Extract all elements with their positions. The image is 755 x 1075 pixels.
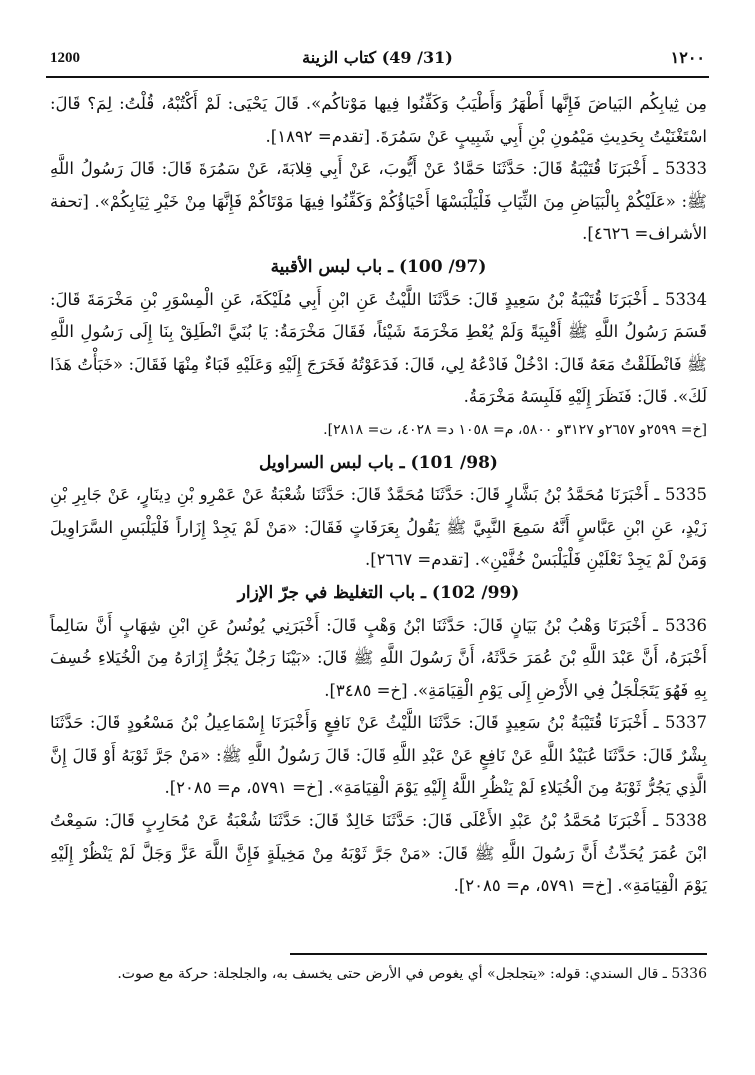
hadith-5333: 5333 ـ أَخْبَرَنَا قُتَيْبَةُ قَالَ: حَدَّثَنَا حَمَّادٌ عَنْ أَيُّوبَ، عَنْ أَبِي قِلابَةَ، عَنْ سَمُرَةَ قَالَ: قَالَ رَسُولُ اللَّهِ ﷺ: «عَلَيْكُمْ بِالْبَيَاضِ مِنَ الثِّيَابِ فَلْيَلْبَسْهَا أَحْيَاؤُكُمْ وَكَفِّنُوا فِيهَا مَوْتَاكُمْ فَإِنَّهَا مِنْ خَيْرِ ثِيَابِكُمْ». [تحفة الأشراف= ٤٦٢٦]. bbox=[50, 159, 707, 244]
running-header bbox=[46, 38, 709, 78]
page-number-latin: 1200 bbox=[50, 50, 80, 66]
hadith-5338: 5338 ـ أَخْبَرَنَا مُحَمَّدُ بْنُ عَبْدِ الأَعْلَى قَالَ: حَدَّثَنَا خَالِدٌ قَالَ: حَدَّثَنَا شُعْبَةُ عَنْ مُحَارِبٍ قَالَ: سَمِعْتُ ابْنَ عُمَرَ يُحَدِّثُ أَنَّ رَسُولَ اللَّهِ ﷺ قَالَ: «مَنْ جَرَّ ثَوْبَهُ مِنْ مَخِيلَةٍ فَإِنَّ اللَّهَ عَزَّ وَجَلَّ لَمْ يَنْظُرْ إِلَيْهِ يَوْمَ الْقِيَامَةِ». [خ= ٥٧٩١، م= ٢٠٨٥]. bbox=[50, 811, 707, 896]
header-rule bbox=[46, 76, 709, 78]
page-number-arabic: ١٢٠٠ bbox=[670, 48, 705, 67]
hadith-5334: 5334 ـ أَخْبَرَنَا قُتَيْبَةُ بْنُ سَعِيدٍ قَالَ: حَدَّثَنَا اللَّيْثُ عَنِ ابْنِ أَبِي مُلَيْكَةَ، عَنِ الْمِسْوَرِ بْنِ مَخْرَمَةَ قَالَ: قَسَمَ رَسُولُ اللَّهِ ﷺ أَقْبِيَةً وَلَمْ يُعْطِ مَخْرَمَةَ شَيْئاً، فَقَالَ مَخْرَمَةُ: يَا بُنَيَّ انْطَلِقْ بِنَا إِلَى رَسُولِ اللَّهِ ﷺ فَانْطَلَقْتُ مَعَهُ قَالَ: ادْخُلْ فَادْعُهُ لِي، قَالَ: فَدَعَوْتُهُ فَخَرَجَ إِلَيْهِ وَعَلَيْهِ قَبَاءٌ مِنْهَا فَقَالَ: «خَبَأْتُ هَذَا لَكَ». قَالَ: فَنَظَرَ إِلَيْهِ فَلَبِسَهُ مَخْرَمَةُ. bbox=[50, 289, 707, 407]
section-title-izar: (99/ 102) ـ باب التغليظ في جرّ الإزار bbox=[237, 582, 520, 603]
chapter-title: (31/ 49) كتاب الزينة bbox=[302, 48, 453, 67]
hadith-5334-references: [خ= ٢٥٩٩و ٢٦٥٧و ٣١٢٧و ٥٨٠٠، م= ١٠٥٨ د= ٤٠٢٨، ت= ٢٨١٨]. bbox=[323, 421, 707, 438]
hadith-5337: 5337 ـ أَخْبَرَنَا قُتَيْبَةُ بْنُ سَعِيدٍ قَالَ: حَدَّثَنَا اللَّيْثُ عَنْ نَافِعٍ وَأَخْبَرَنَا إِسْمَاعِيلُ بْنُ مَسْعُودٍ قَالَ: حَدَّثَنَا بِشْرٌ قَالَ: حَدَّثَنَا عُبَيْدُ اللَّهِ عَنْ نَافِعٍ عَنْ عَبْدِ اللَّهِ قَالَ: قَالَ رَسُولُ اللَّهِ ﷺ: «مَنْ جَرَّ ثَوْبَهُ أَوْ قَالَ إِنَّ الَّذِي يَجُرُّ ثَوْبَهُ مِنَ الْخُيَلاءِ لَمْ يَنْظُرِ اللَّهُ إِلَيْهِ يَوْمَ الْقِيَامَةِ». [خ= ٥٧٩١، م= ٢٠٨٥]. bbox=[50, 713, 707, 798]
hadith-5336: 5336 ـ أَخْبَرَنَا وَهْبُ بْنُ بَيَانٍ قَالَ: حَدَّثَنَا ابْنُ وَهْبٍ قَالَ: أَخْبَرَنِي يُونُسُ عَنِ ابْنِ شِهَابٍ أَنَّ سَالِماً أَخْبَرَهُ، أَنَّ عَبْدَ اللَّهِ بْنَ عُمَرَ حَدَّثَهُ، أَنَّ رَسُولَ اللَّهِ ﷺ قَالَ: «بَيْنَا رَجُلٌ يَجُرُّ إِزَارَهُ مِنَ الْخُيَلاءِ خُسِفَ بِهِ فَهُوَ يَتَجَلْجَلُ فِي الأَرْضِ إِلَى يَوْمِ الْقِيَامَةِ». [خ= ٣٤٨٥]. bbox=[50, 615, 707, 700]
hadith-5335: 5335 ـ أَخْبَرَنَا مُحَمَّدُ بْنُ بَشَّارٍ قَالَ: حَدَّثَنَا مُحَمَّدٌ قَالَ: حَدَّثَنَا شُعْبَةُ عَنْ عَمْرِو بْنِ دِينَارٍ، عَنْ جَابِرِ بْنِ زَيْدٍ، عَنِ ابْنِ عَبَّاسٍ أَنَّهُ سَمِعَ النَّبِيَّ ﷺ يَقُولُ بِعَرَفَاتٍ فَقَالَ: «مَنْ لَمْ يَجِدْ إِزَاراً فَلْيَلْبَسِ السَّرَاوِيلَ وَمَنْ لَمْ يَجِدْ نَعْلَيْنِ فَلْيَلْبَسْ خُفَّيْنِ». [تقدم= ٢٦٦٧]. bbox=[50, 485, 707, 570]
footnote: 5336 ـ قال السندي: قوله: «يتجلجل» أي يغوص في الأرض حتى يخسف به، والجلجلة: حركة مع صوت. bbox=[117, 966, 707, 982]
main-text bbox=[50, 88, 707, 903]
section-title-sarawil: (98/ 101) ـ باب لبس السراويل bbox=[259, 452, 498, 473]
footnote-rule bbox=[290, 953, 707, 955]
section-title-aqbiya: (97/ 100) ـ باب لبس الأقبية bbox=[270, 256, 487, 277]
paragraph-continuation: مِن ثِيابِكُم البَياضَ فَإِنَّها أَطْهَرُ وَأَطْيَبُ وَكَفِّنُوا فِيها مَوْتاكُم». قَالَ يَحْيَى: لَمْ أَكْتُبْهُ، قُلْتُ: لِمَ؟ قَالَ: اسْتَغْنَيْتُ بِحَدِيثِ مَيْمُونِ بْنِ أَبِي شَبِيبٍ عَنْ سَمُرَةَ. [تقدم= ١٨٩٢]. bbox=[50, 94, 707, 146]
